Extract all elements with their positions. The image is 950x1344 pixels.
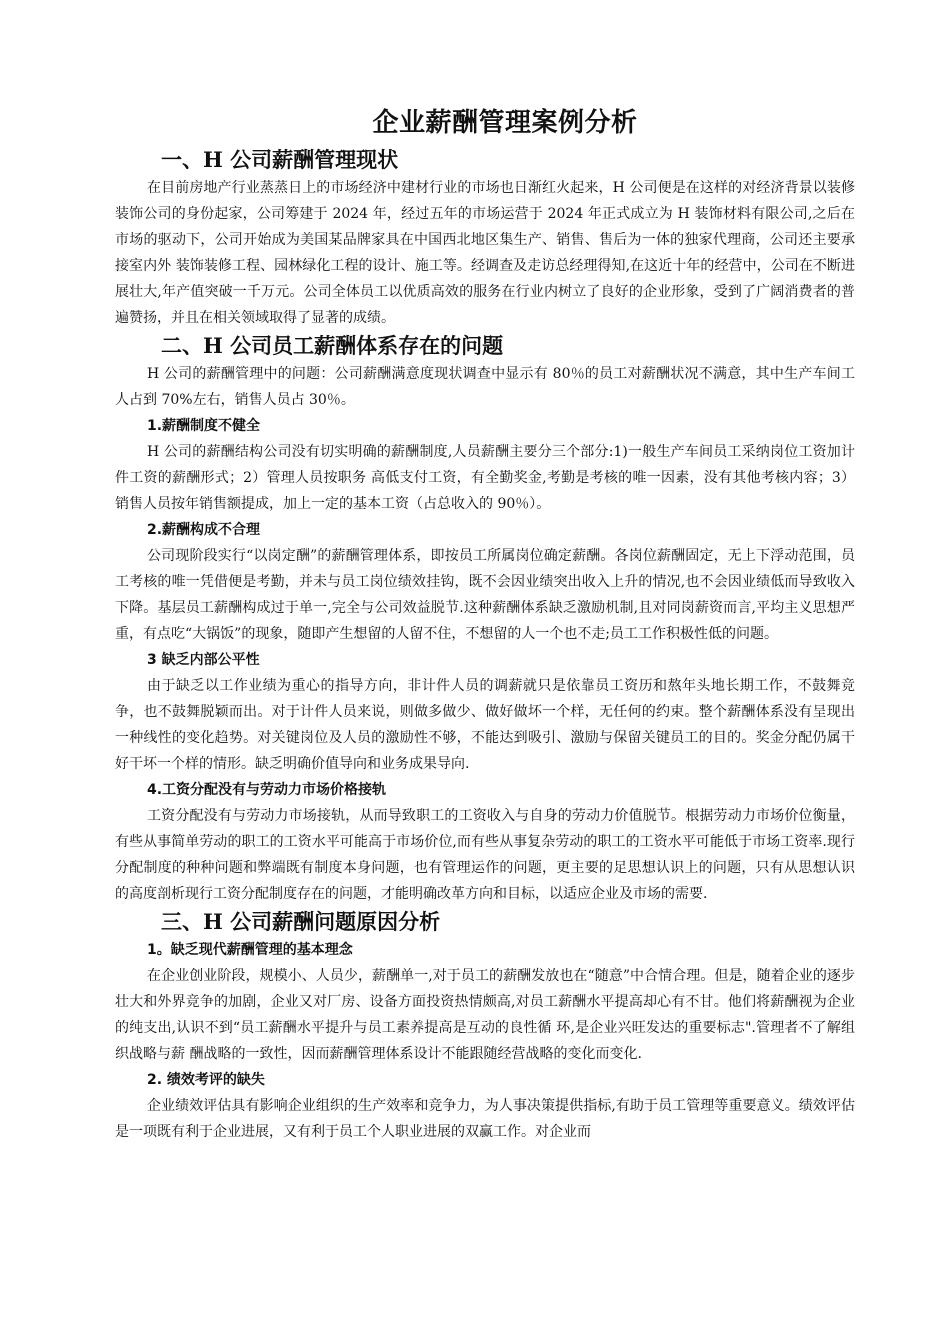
- section-heading-1: 一、H 公司薪酬管理现状: [161, 147, 399, 172]
- subsection-heading: 1。缺乏现代薪酬管理的基本理念: [147, 942, 353, 958]
- paragraph: 公司现阶段实行“以岗定酬”的薪酬管理体系，即按员工所属岗位确定薪酬。各岗位薪酬固定，无上下浮动范围，员工考核的唯一凭借便是考勤，并未与员工岗位绩效挂钩，既不会因业绩突出收入上升的情况,也不会因业绩低而导致收入下降。基层员工薪酬构成过于单一,完全与公司效益脱节.这种薪酬体系缺乏激励机制,且对同岗薪资而言,平均主义思想严重，有点吃“大锅饭”的现象，随即产生想留的人留不住，不想留的人一个也不走;员工工作积极性低的问题。: [115, 548, 855, 642]
- paragraph: H 公司的薪酬管理中的问题：公司薪酬满意度现状调查中显示有 80％的员工对薪酬状况不满意，其中生产车间工人占到 70%左右，销售人员占 30％。: [115, 366, 855, 408]
- section-heading-3: 三、H 公司薪酬问题原因分析: [161, 909, 441, 934]
- paragraph: 在目前房地产行业蒸蒸日上的市场经济中建材行业的市场也日渐红火起来，H 公司便是在这样的对经济背景以装修装饰公司的身份起家，公司筹建于 2024 年，经过五年的市场运营于 2024 年正式成立为 H 装饰材料有限公司,之后在市场的驱动下，公司开始成为美国某品牌家具在中国西北地区集生产、销售、售后为一体的独家代理商，公司还主要承接室内外 装饰装修工程、园林绿化工程的设计、施工等。经调查及走访总经理得知,在这近十年的经营中，公司在不断进展壮大,年产值突破一千万元。公司全体员工以优质高效的服务在行业内树立了良好的企业形象，受到了广阔消费者的普遍赞扬，并且在相关领域取得了显著的成绩。: [115, 180, 855, 326]
- document-title: 企业薪酬管理案例分析: [372, 108, 638, 138]
- paragraph: H 公司的薪酬结构公司没有切实明确的薪酬制度,人员薪酬主要分三个部分:1)一般生产车间员工采纳岗位工资加计件工资的薪酬形式；2）管理人员按职务 高低支付工资，有全勤奖金,考勤是考核的唯一因素，没有其他考核内容；3）销售人员按年销售额提成，加上一定的基本工资（占总收入的 90％）。: [115, 444, 855, 512]
- document-page: [115, 102, 855, 1145]
- subsection-heading: 2.薪酬构成不合理: [147, 522, 261, 538]
- subsection-heading: 4.工资分配没有与劳动力市场价格接轨: [147, 782, 387, 798]
- paragraph: 企业绩效评估具有影响企业组织的生产效率和竞争力，为人事决策提供指标,有助于员工管理等重要意义。绩效评估是一项既有利于企业进展，又有利于员工个人职业进展的双赢工作。对企业而: [115, 1098, 855, 1140]
- subsection-heading: 1.薪酬制度不健全: [147, 418, 261, 434]
- paragraph: 由于缺乏以工作业绩为重心的指导方向，非计件人员的调薪就只是依靠员工资历和熬年头地长期工作，不鼓舞竞争，也不鼓舞脱颖而出。对于计件人员来说，则做多做少、做好做坏一个样，无任何的约束。整个薪酬体系没有呈现出一种线性的变化趋势。对关键岗位及人员的激励性不够，不能达到吸引、激励与保留关键员工的目的。奖金分配仍属干好干坏一个样的情形。缺乏明确价值导向和业务成果导向.: [115, 678, 855, 772]
- section-heading-2: 二、H 公司员工薪酬体系存在的问题: [161, 333, 504, 358]
- subsection-heading: 2. 绩效考评的缺失: [147, 1072, 265, 1088]
- paragraph: 在企业创业阶段，规模小、人员少，薪酬单一,对于员工的薪酬发放也在“随意”中合情合理。但是，随着企业的逐步壮大和外界竞争的加剧，企业又对厂房、设备方面投资热情颇高,对员工薪酬水平提高却心有不甘。他们将薪酬视为企业的纯支出,认识不到“员工薪酬水平提升与员工素养提高是互动的良性循 环,是企业兴旺发达的重要标志".管理者不了解组织战略与薪 酬战略的一致性，因而薪酬管理体系设计不能跟随经营战略的变化而变化.: [115, 968, 855, 1062]
- paragraph: 工资分配没有与劳动力市场接轨，从而导致职工的工资收入与自身的劳动力价值脱节。根据劳动力市场价位衡量，有些从事简单劳动的职工的工资水平可能高于市场价位,而有些从事复杂劳动的职工的工资水平可能低于市场工资率.现行分配制度的种种问题和弊端既有制度本身问题，也有管理运作的问题，更主要的足思想认识上的问题，只有从思想认识的高度剖析现行工资分配制度存在的问题，才能明确改革方向和目标，以适应企业及市场的需要.: [115, 808, 855, 902]
- subsection-heading: 3 缺乏内部公平性: [147, 652, 260, 668]
